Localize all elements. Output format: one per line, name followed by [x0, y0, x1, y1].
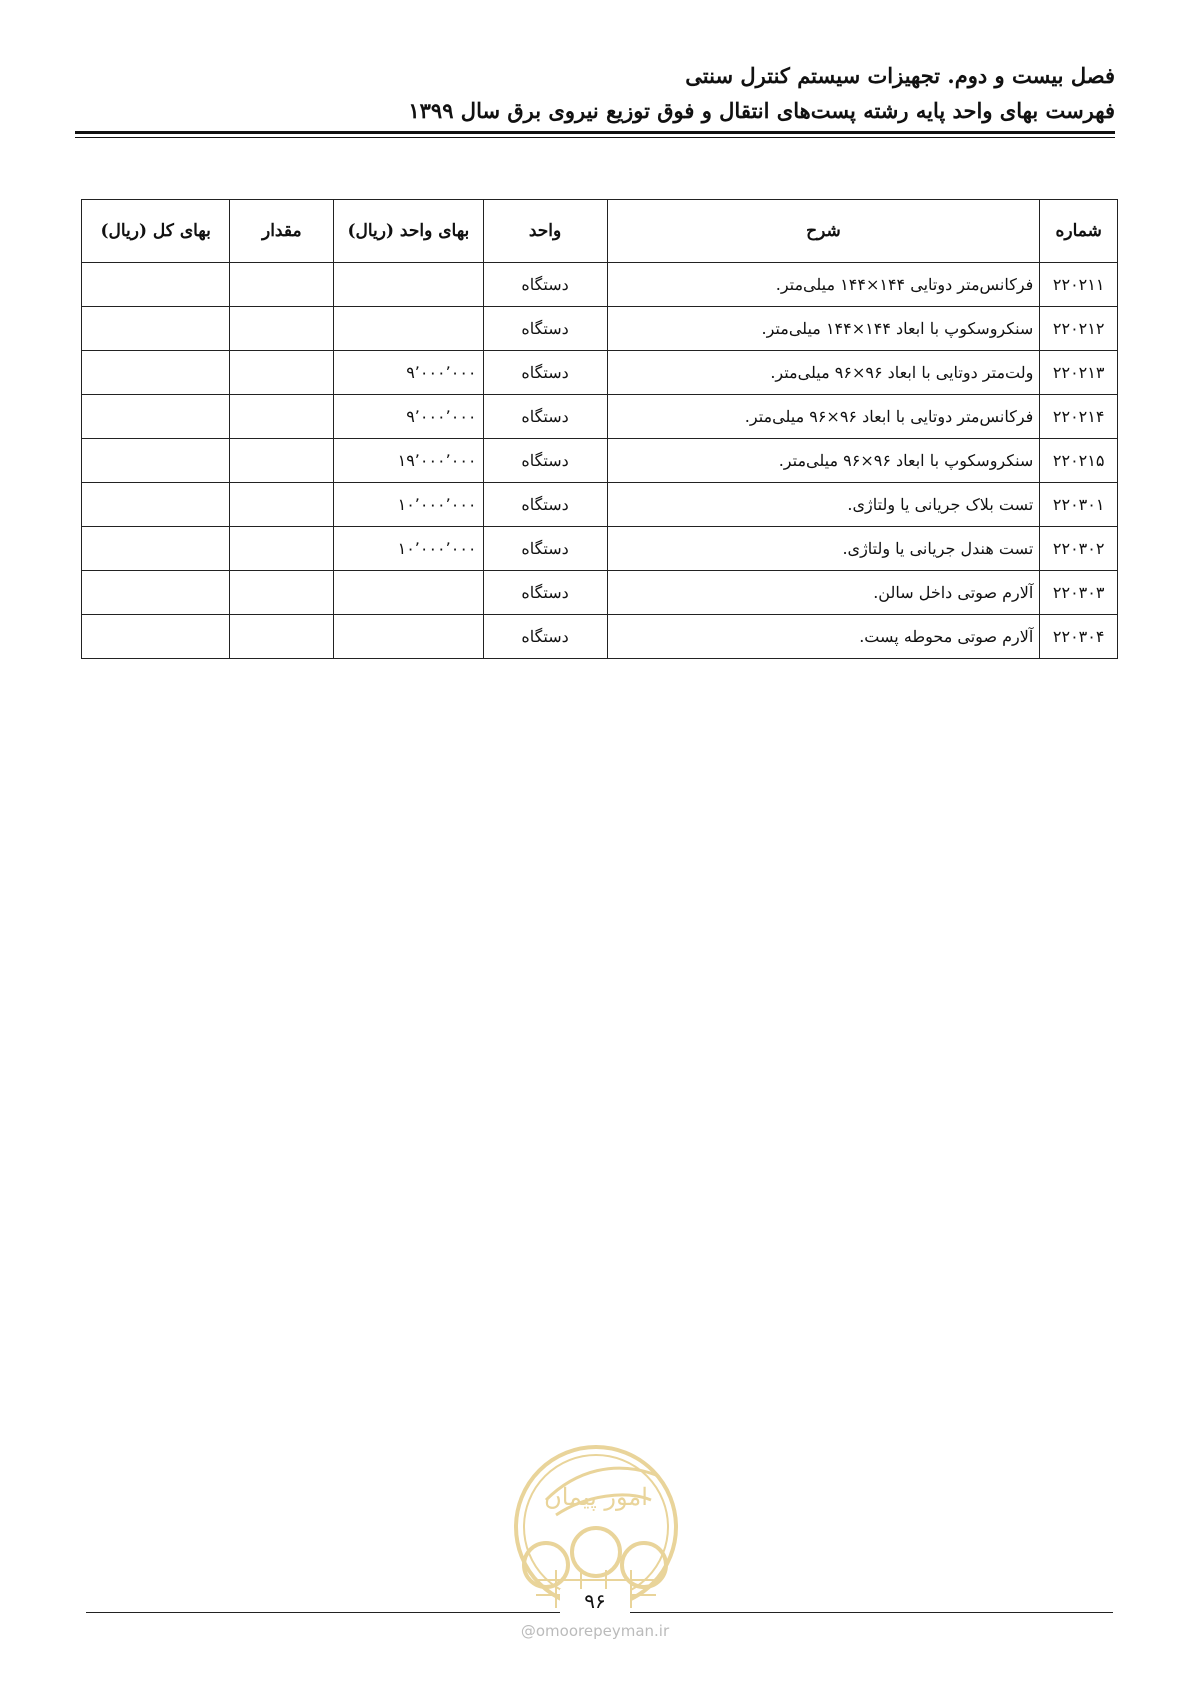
row-unit: دستگاه [483, 395, 607, 439]
row-total-price [82, 307, 230, 351]
row-quantity [230, 307, 334, 351]
header-code: شماره [1040, 200, 1118, 263]
row-total-price [82, 263, 230, 307]
watermark-logo-text: امور پیمان [544, 1483, 648, 1511]
header-total-price: بهای کل (ریال) [82, 200, 230, 263]
row-quantity [230, 439, 334, 483]
row-unit-price: ۹٬۰۰۰٬۰۰۰ [334, 351, 483, 395]
row-code: ۲۲۰۳۰۴ [1040, 615, 1118, 659]
table-row [82, 439, 1118, 483]
row-description: تست هندل جریانی یا ولتاژی. [607, 527, 1040, 571]
row-description: سنکروسکوپ با ابعاد ۱۴۴×۱۴۴ میلی‌متر. [607, 307, 1040, 351]
row-description: سنکروسکوپ با ابعاد ۹۶×۹۶ میلی‌متر. [607, 439, 1040, 483]
row-unit: دستگاه [483, 571, 607, 615]
row-unit-price: ۱۹٬۰۰۰٬۰۰۰ [334, 439, 483, 483]
table-row [82, 615, 1118, 659]
header-quantity: مقدار [230, 200, 334, 263]
row-quantity [230, 263, 334, 307]
page-header [75, 58, 1115, 128]
row-unit: دستگاه [483, 263, 607, 307]
row-unit-price [334, 615, 483, 659]
row-description: ولت‌متر دوتایی با ابعاد ۹۶×۹۶ میلی‌متر. [607, 351, 1040, 395]
row-unit: دستگاه [483, 615, 607, 659]
row-code: ۲۲۰۲۱۵ [1040, 439, 1118, 483]
row-unit-price: ۱۰٬۰۰۰٬۰۰۰ [334, 483, 483, 527]
row-description: تست بلاک جریانی یا ولتاژی. [607, 483, 1040, 527]
row-total-price [82, 351, 230, 395]
row-quantity [230, 483, 334, 527]
header-description: شرح [607, 200, 1040, 263]
row-description: آلارم صوتی محوطه پست. [607, 615, 1040, 659]
row-unit-price [334, 307, 483, 351]
row-unit-price: ۹٬۰۰۰٬۰۰۰ [334, 395, 483, 439]
row-unit-price [334, 263, 483, 307]
header-unit: واحد [483, 200, 607, 263]
row-total-price [82, 615, 230, 659]
table-row [82, 307, 1118, 351]
row-description: آلارم صوتی داخل سالن. [607, 571, 1040, 615]
row-code: ۲۲۰۲۱۴ [1040, 395, 1118, 439]
row-code: ۲۲۰۳۰۳ [1040, 571, 1118, 615]
row-total-price [82, 483, 230, 527]
table-row [82, 263, 1118, 307]
row-quantity [230, 527, 334, 571]
row-code: ۲۲۰۳۰۱ [1040, 483, 1118, 527]
table-row [82, 351, 1118, 395]
page-number: ۹۶ [560, 1589, 630, 1613]
row-quantity [230, 395, 334, 439]
row-total-price [82, 571, 230, 615]
row-unit: دستگاه [483, 307, 607, 351]
chapter-title: فصل بیست و دوم. تجهیزات سیستم کنترل سنتی [685, 63, 1115, 88]
row-unit: دستگاه [483, 351, 607, 395]
table-row [82, 395, 1118, 439]
row-unit-price: ۱۰٬۰۰۰٬۰۰۰ [334, 527, 483, 571]
row-total-price [82, 527, 230, 571]
watermark-url: @omoorepeyman.ir [520, 1622, 670, 1640]
row-description: فرکانس‌متر دوتایی ۱۴۴×۱۴۴ میلی‌متر. [607, 263, 1040, 307]
header-rule-thin [75, 137, 1115, 138]
row-unit-price [334, 571, 483, 615]
row-description: فرکانس‌متر دوتایی با ابعاد ۹۶×۹۶ میلی‌متر. [607, 395, 1040, 439]
table-row [82, 527, 1118, 571]
table-header-row [82, 200, 1118, 263]
row-code: ۲۲۰۳۰۲ [1040, 527, 1118, 571]
row-total-price [82, 439, 230, 483]
table-row [82, 571, 1118, 615]
header-unit-price: بهای واحد (ریال) [334, 200, 483, 263]
row-unit: دستگاه [483, 527, 607, 571]
table-row [82, 483, 1118, 527]
row-unit: دستگاه [483, 439, 607, 483]
row-code: ۲۲۰۲۱۲ [1040, 307, 1118, 351]
book-title: فهرست بهای واحد پایه رشته پست‌های انتقال و فوق توزیع نیروی برق سال ۱۳۹۹ [408, 98, 1115, 123]
row-quantity [230, 615, 334, 659]
row-unit: دستگاه [483, 483, 607, 527]
row-quantity [230, 571, 334, 615]
price-list-table [81, 199, 1118, 659]
header-rule-thick [75, 131, 1115, 134]
row-code: ۲۲۰۲۱۳ [1040, 351, 1118, 395]
row-code: ۲۲۰۲۱۱ [1040, 263, 1118, 307]
row-total-price [82, 395, 230, 439]
row-quantity [230, 351, 334, 395]
